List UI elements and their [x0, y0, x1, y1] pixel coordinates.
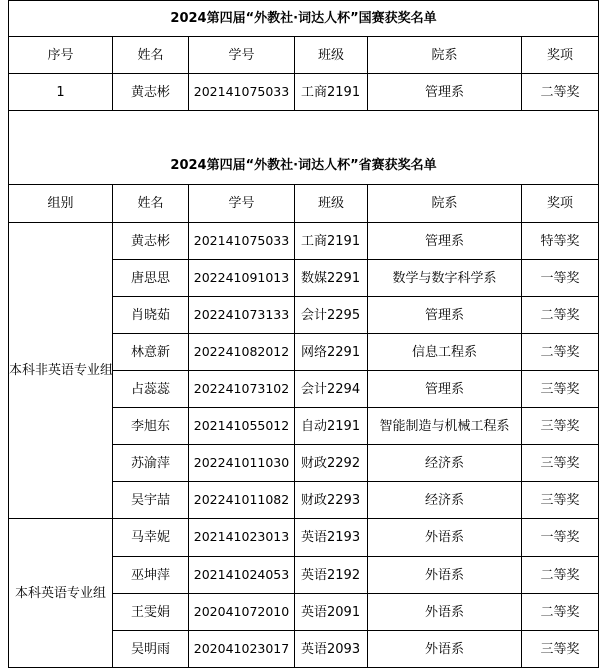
header-award: 奖项: [522, 185, 599, 223]
header-name: 姓名: [113, 185, 189, 223]
dept-cell: 信息工程系: [368, 334, 522, 371]
name-cell: 王雯娟: [113, 594, 189, 631]
award-cell: 三等奖: [522, 371, 599, 408]
id-cell: 202241073133: [189, 297, 295, 334]
name-cell: 占蕊蕊: [113, 371, 189, 408]
award-cell: 二等奖: [522, 334, 599, 371]
id-cell: 202041072010: [189, 594, 295, 631]
dept-cell: 经济系: [368, 482, 522, 519]
name-cell: 黄志彬: [113, 74, 189, 111]
award-cell: 三等奖: [522, 482, 599, 519]
class-cell: 数媒2291: [295, 260, 368, 297]
class-cell: 英语2193: [295, 519, 368, 557]
name-cell: 黄志彬: [113, 223, 189, 260]
national-header-row: [9, 37, 599, 74]
id-cell: 202241091013: [189, 260, 295, 297]
dept-cell: 外语系: [368, 594, 522, 631]
id-cell: 202241011082: [189, 482, 295, 519]
dept-cell: 智能制造与机械工程系: [368, 408, 522, 445]
class-cell: 会计2295: [295, 297, 368, 334]
group-cell: 本科非英语专业组: [9, 223, 113, 519]
class-cell: 英语2091: [295, 594, 368, 631]
header-name: 姓名: [113, 37, 189, 74]
header-class: 班级: [295, 185, 368, 223]
header-group: 组别: [9, 185, 113, 223]
dept-cell: 外语系: [368, 631, 522, 668]
award-cell: 三等奖: [522, 408, 599, 445]
award-cell: 特等奖: [522, 223, 599, 260]
dept-cell: 管理系: [368, 74, 522, 111]
provincial-title: 2024第四届“外教社·词达人杯”省赛获奖名单: [9, 147, 599, 185]
award-cell: 二等奖: [522, 74, 599, 111]
id-cell: 202041023017: [189, 631, 295, 668]
name-cell: 唐思思: [113, 260, 189, 297]
award-cell: 三等奖: [522, 631, 599, 668]
dept-cell: 数学与数字科学系: [368, 260, 522, 297]
class-cell: 财政2293: [295, 482, 368, 519]
id-cell: 202141055012: [189, 408, 295, 445]
header-award: 奖项: [522, 37, 599, 74]
spacer-row: [9, 111, 599, 147]
dept-cell: 管理系: [368, 371, 522, 408]
class-cell: 工商2191: [295, 74, 368, 111]
name-cell: 马幸妮: [113, 519, 189, 557]
award-cell: 三等奖: [522, 445, 599, 482]
name-cell: 肖晓茹: [113, 297, 189, 334]
dept-cell: 外语系: [368, 519, 522, 557]
id-cell: 202241082012: [189, 334, 295, 371]
award-cell: 二等奖: [522, 594, 599, 631]
dept-cell: 外语系: [368, 557, 522, 594]
id-cell: 202141024053: [189, 557, 295, 594]
header-id: 学号: [189, 185, 295, 223]
name-cell: 苏渝萍: [113, 445, 189, 482]
class-cell: 财政2292: [295, 445, 368, 482]
dept-cell: 经济系: [368, 445, 522, 482]
spacer-cell: [9, 111, 599, 147]
header-dept: 院系: [368, 185, 522, 223]
dept-cell: 管理系: [368, 223, 522, 260]
id-cell: 202141023013: [189, 519, 295, 557]
dept-cell: 管理系: [368, 297, 522, 334]
award-cell: 一等奖: [522, 260, 599, 297]
award-cell: 二等奖: [522, 557, 599, 594]
header-dept: 院系: [368, 37, 522, 74]
table-row: [9, 223, 599, 260]
header-seq: 序号: [9, 37, 113, 74]
award-cell: 一等奖: [522, 519, 599, 557]
name-cell: 林意新: [113, 334, 189, 371]
class-cell: 网络2291: [295, 334, 368, 371]
id-cell: 202141075033: [189, 74, 295, 111]
name-cell: 巫坤萍: [113, 557, 189, 594]
name-cell: 李旭东: [113, 408, 189, 445]
id-cell: 202241073102: [189, 371, 295, 408]
award-cell: 二等奖: [522, 297, 599, 334]
table-row: [9, 74, 599, 111]
header-id: 学号: [189, 37, 295, 74]
name-cell: 吴明雨: [113, 631, 189, 668]
table-row: [9, 519, 599, 557]
class-cell: 英语2093: [295, 631, 368, 668]
provincial-header-row: [9, 185, 599, 223]
class-cell: 自动2191: [295, 408, 368, 445]
header-class: 班级: [295, 37, 368, 74]
national-title: 2024第四届“外教社·词达人杯”国赛获奖名单: [9, 1, 599, 37]
class-cell: 会计2294: [295, 371, 368, 408]
award-table: [8, 0, 599, 668]
id-cell: 202241011030: [189, 445, 295, 482]
name-cell: 吴宇喆: [113, 482, 189, 519]
seq-cell: 1: [9, 74, 113, 111]
class-cell: 工商2191: [295, 223, 368, 260]
group-cell: 本科英语专业组: [9, 519, 113, 668]
class-cell: 英语2192: [295, 557, 368, 594]
id-cell: 202141075033: [189, 223, 295, 260]
